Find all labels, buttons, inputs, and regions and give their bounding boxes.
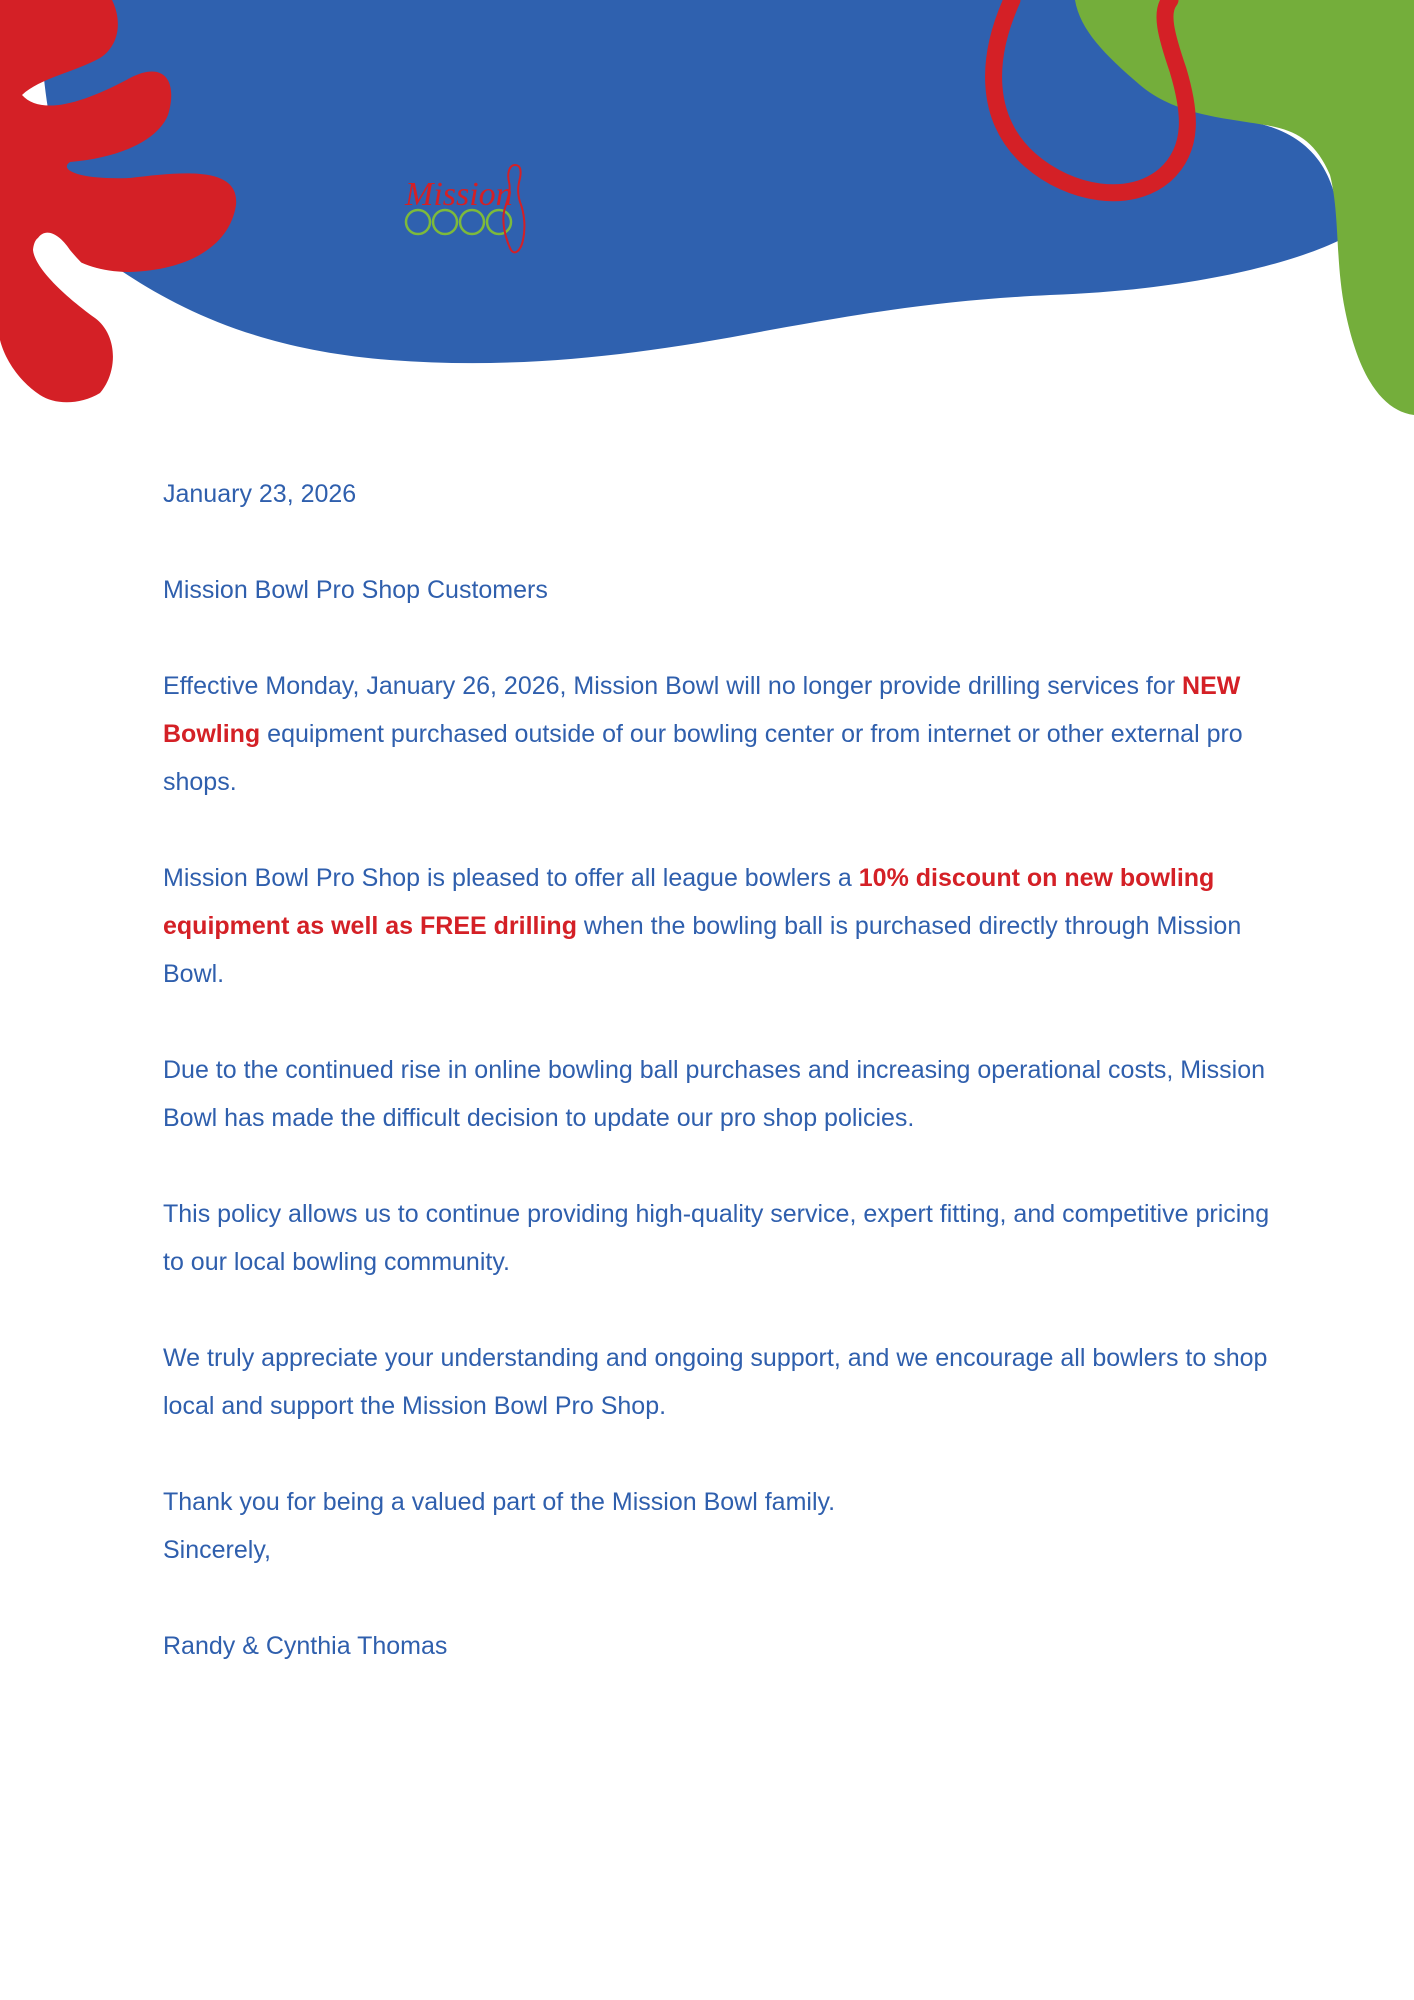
paragraph-thanks: Thank you for being a valued part of the Mission Bowl family. [163,1488,836,1516]
p1-after: equipment purchased outside of our bowling center or from internet or other external pro shops. [163,720,1243,796]
paragraph-discount-offer [163,854,1273,998]
paragraph-policy-benefit: This policy allows us to continue providing high-quality service, expert fitting, and competitive pricing to our local bowling community. [163,1200,1270,1276]
letter-recipient: Mission Bowl Pro Shop Customers [163,576,548,604]
letter-date: January 23, 2026 [163,480,357,508]
paragraph-drilling-policy [163,662,1273,806]
logo-wordmark: Mission [405,176,513,213]
p2-highlight: 10% discount on new bowling equipment as well as FREE drilling [163,864,1215,940]
p1-before: Effective Monday, January 26, 2026, Mission Bowl will no longer provide drilling services for [163,672,1183,700]
paragraph-reason: Due to the continued rise in online bowling ball purchases and increasing operational costs, Mission Bowl has made the difficult decision to update our pro shop policies. [163,1056,1266,1132]
paragraph-appreciation: We truly appreciate your understanding and ongoing support, and we encourage all bowlers to shop local and support the Mission Bowl Pro Shop. [163,1344,1268,1420]
letter-signature: Randy & Cynthia Thomas [163,1632,448,1660]
letter-closing: Sincerely, [163,1536,271,1564]
p1-highlight: NEW Bowling [163,672,1241,748]
header-decoration [0,0,1414,430]
p2-after: when the bowling ball is purchased directly through Mission Bowl. [163,912,1242,988]
letter-body [163,470,1273,1670]
p2-before: Mission Bowl Pro Shop is pleased to offer all league bowlers a [163,864,859,892]
